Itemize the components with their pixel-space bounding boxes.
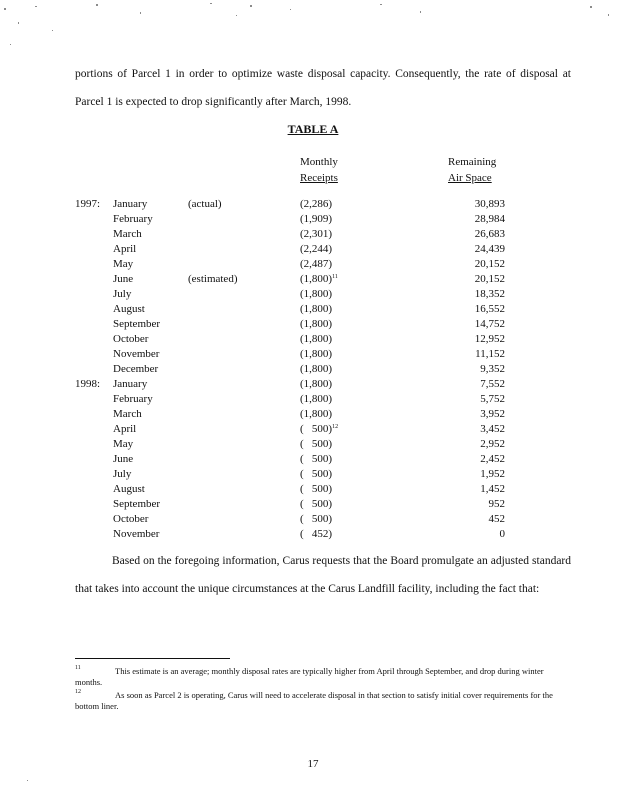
receipts-cell <box>300 377 450 392</box>
note-cell-text: (actual) <box>188 198 222 210</box>
year-cell <box>75 377 113 392</box>
remaining-cell <box>450 257 505 272</box>
month-cell-text: July <box>113 288 132 300</box>
month-cell <box>113 302 188 317</box>
remaining-cell <box>450 377 505 392</box>
year-cell <box>75 527 113 542</box>
table-row <box>75 242 505 257</box>
remaining-cell-text: 3,952 <box>480 408 505 420</box>
remaining-cell <box>450 467 505 482</box>
note-cell <box>188 467 300 482</box>
month-cell <box>113 212 188 227</box>
note-cell <box>188 512 300 527</box>
remaining-cell-text: 7,552 <box>480 378 505 390</box>
note-cell <box>188 317 300 332</box>
month-cell <box>113 377 188 392</box>
year-cell <box>75 452 113 467</box>
note-cell <box>188 437 300 452</box>
remaining-cell <box>450 422 505 437</box>
receipts-cell <box>300 317 450 332</box>
body-paragraph-top: portions of Parcel 1 in order to optimize waste disposal capacity. Consequently, the rate of disposal at Parcel 1 is expected to drop significantly after March, 1998. <box>75 68 571 108</box>
month-cell <box>113 392 188 407</box>
footnote-divider <box>75 658 230 659</box>
table-row <box>75 362 505 377</box>
month-cell-text: December <box>113 363 159 375</box>
remaining-cell-text: 2,452 <box>480 453 505 465</box>
footnote-text: This estimate is an average; monthly disposal rates are typically higher from April through September, and drop during winter months. <box>75 666 544 687</box>
remaining-cell <box>450 227 505 242</box>
year-cell <box>75 317 113 332</box>
month-cell-text: November <box>113 348 160 360</box>
receipts-cell-text: (2,301) <box>300 228 333 240</box>
remaining-cell-text: 3,452 <box>480 423 505 435</box>
remaining-cell-text: 5,752 <box>480 393 505 405</box>
year-cell <box>75 392 113 407</box>
remaining-cell-text: 952 <box>488 498 505 510</box>
year-cell <box>75 257 113 272</box>
remaining-cell-text: 12,952 <box>474 333 505 345</box>
receipts-cell-text: (1,800) <box>300 318 333 330</box>
year-cell <box>75 332 113 347</box>
table-row <box>75 317 505 332</box>
year-cell <box>75 287 113 302</box>
month-cell-text: May <box>113 438 134 450</box>
remaining-cell <box>450 197 505 212</box>
remaining-cell-text: 1,952 <box>480 468 505 480</box>
receipts-cell <box>300 227 450 242</box>
remaining-cell <box>450 407 505 422</box>
remaining-cell-text: 9,352 <box>480 363 505 375</box>
remaining-cell <box>450 527 505 542</box>
footnote-marker: 12 <box>332 424 339 430</box>
month-cell <box>113 362 188 377</box>
month-cell-text: August <box>113 483 145 495</box>
receipts-cell <box>300 407 450 422</box>
table-row <box>75 407 505 422</box>
note-cell <box>188 302 300 317</box>
remaining-cell <box>450 392 505 407</box>
receipts-cell-text: (1,800) <box>300 393 333 405</box>
year-cell-text: 1998: <box>75 378 101 390</box>
table-row <box>75 272 505 287</box>
receipts-cell <box>300 467 450 482</box>
month-cell-text: November <box>113 528 160 540</box>
month-cell-text: September <box>113 498 161 510</box>
month-cell <box>113 422 188 437</box>
receipts-cell-text: ( 452) <box>300 528 333 540</box>
note-cell <box>188 242 300 257</box>
year-cell <box>75 422 113 437</box>
month-cell-text: February <box>113 393 153 405</box>
table-row <box>75 437 505 452</box>
receipts-cell-text: (1,800) <box>300 273 333 285</box>
month-cell <box>113 467 188 482</box>
month-cell-text: April <box>113 243 137 255</box>
year-cell <box>75 347 113 362</box>
month-cell <box>113 347 188 362</box>
year-cell-text: 1997: <box>75 198 101 210</box>
table-row <box>75 422 505 437</box>
remaining-cell <box>450 482 505 497</box>
remaining-cell <box>450 242 505 257</box>
receipts-cell-text: ( 500) <box>300 453 333 465</box>
col-header-remaining-air-space <box>448 154 496 186</box>
body-paragraph-bottom: Based on the foregoing information, Carus requests that the Board promulgate an adjusted standard that takes into account the unique circumstances at the Carus Landfill facility, including the fact that: <box>75 555 571 595</box>
table-row <box>75 287 505 302</box>
col-header-remaining-line1: Remaining <box>448 156 497 168</box>
receipts-cell-text: ( 500) <box>300 468 333 480</box>
year-cell <box>75 362 113 377</box>
receipts-cell <box>300 512 450 527</box>
receipts-cell <box>300 287 450 302</box>
note-cell <box>188 527 300 542</box>
remaining-cell-text: 452 <box>488 513 505 525</box>
remaining-cell-text: 26,683 <box>474 228 505 240</box>
receipts-cell <box>300 497 450 512</box>
note-cell <box>188 272 300 287</box>
note-cell <box>188 212 300 227</box>
receipts-cell <box>300 392 450 407</box>
table-row <box>75 452 505 467</box>
receipts-cell-text: (1,800) <box>300 363 333 375</box>
table-row <box>75 467 505 482</box>
receipts-cell <box>300 257 450 272</box>
month-cell <box>113 227 188 242</box>
table-row <box>75 257 505 272</box>
note-cell <box>188 287 300 302</box>
month-cell <box>113 332 188 347</box>
col-header-monthly-receipts <box>300 154 338 186</box>
year-cell <box>75 407 113 422</box>
month-cell <box>113 317 188 332</box>
month-cell-text: January <box>113 198 148 210</box>
remaining-cell-text: 1,452 <box>480 483 505 495</box>
month-cell-text: March <box>113 408 142 420</box>
year-cell <box>75 272 113 287</box>
receipts-cell-text: (1,909) <box>300 213 333 225</box>
month-cell <box>113 437 188 452</box>
year-cell <box>75 482 113 497</box>
page-number: 17 <box>307 758 319 770</box>
table-row <box>75 512 505 527</box>
receipts-cell-text: ( 500) <box>300 483 333 495</box>
month-cell <box>113 407 188 422</box>
receipts-cell <box>300 422 450 437</box>
receipts-cell-text: (1,800) <box>300 408 333 420</box>
receipts-cell-text: ( 500) <box>300 513 333 525</box>
remaining-cell <box>450 437 505 452</box>
remaining-cell <box>450 362 505 377</box>
remaining-cell <box>450 272 505 287</box>
remaining-cell <box>450 452 505 467</box>
receipts-cell <box>300 347 450 362</box>
note-cell <box>188 407 300 422</box>
table-row <box>75 527 505 542</box>
month-cell-text: May <box>113 258 134 270</box>
receipts-cell <box>300 452 450 467</box>
receipts-cell <box>300 332 450 347</box>
remaining-cell <box>450 332 505 347</box>
remaining-cell-text: 18,352 <box>474 288 505 300</box>
note-cell <box>188 422 300 437</box>
disposal-table <box>75 197 505 542</box>
remaining-cell-text: 11,152 <box>475 348 505 360</box>
year-cell <box>75 437 113 452</box>
note-cell-text: (estimated) <box>188 273 238 285</box>
note-cell <box>188 257 300 272</box>
month-cell-text: January <box>113 378 148 390</box>
remaining-cell <box>450 347 505 362</box>
footnote-12 <box>75 690 565 712</box>
table-row <box>75 347 505 362</box>
month-cell-text: April <box>113 423 137 435</box>
table-title: TABLE A <box>287 122 339 136</box>
table-row <box>75 332 505 347</box>
receipts-cell-text: ( 500) <box>300 438 333 450</box>
month-cell <box>113 527 188 542</box>
month-cell-text: June <box>113 273 134 285</box>
remaining-cell-text: 2,952 <box>480 438 505 450</box>
note-cell <box>188 362 300 377</box>
month-cell <box>113 512 188 527</box>
note-cell <box>188 452 300 467</box>
receipts-cell <box>300 272 450 287</box>
remaining-cell <box>450 317 505 332</box>
note-cell <box>188 227 300 242</box>
remaining-cell-text: 14,752 <box>474 318 505 330</box>
table-row <box>75 497 505 512</box>
year-cell <box>75 197 113 212</box>
footnote-text: As soon as Parcel 2 is operating, Carus will need to accelerate disposal in that section to satisfy initial cover requirements for the bottom liner. <box>75 690 553 711</box>
note-cell <box>188 347 300 362</box>
month-cell-text: March <box>113 228 142 240</box>
note-cell <box>188 482 300 497</box>
footnote-11 <box>75 666 565 688</box>
note-cell <box>188 377 300 392</box>
receipts-cell <box>300 482 450 497</box>
receipts-cell-text: ( 500) <box>300 498 333 510</box>
receipts-cell <box>300 362 450 377</box>
note-cell <box>188 497 300 512</box>
receipts-cell <box>300 212 450 227</box>
table-row <box>75 377 505 392</box>
remaining-cell-text: 0 <box>499 528 505 540</box>
remaining-cell <box>450 302 505 317</box>
receipts-cell-text: (1,800) <box>300 378 333 390</box>
remaining-cell-text: 16,552 <box>474 303 505 315</box>
remaining-cell-text: 24,439 <box>474 243 505 255</box>
receipts-cell <box>300 527 450 542</box>
receipts-cell-text: ( 500) <box>300 423 333 435</box>
receipts-cell-text: (2,487) <box>300 258 333 270</box>
remaining-cell <box>450 497 505 512</box>
receipts-cell-text: (1,800) <box>300 303 333 315</box>
year-cell <box>75 467 113 482</box>
year-cell <box>75 242 113 257</box>
year-cell <box>75 227 113 242</box>
col-header-receipts-line2: Receipts <box>300 172 338 184</box>
month-cell-text: October <box>113 333 149 345</box>
table-row <box>75 392 505 407</box>
month-cell <box>113 482 188 497</box>
col-header-receipts-line1: Monthly <box>300 156 338 168</box>
remaining-cell-text: 20,152 <box>474 273 505 285</box>
receipts-cell <box>300 437 450 452</box>
receipts-cell-text: (1,800) <box>300 348 333 360</box>
year-cell <box>75 302 113 317</box>
note-cell <box>188 197 300 212</box>
col-header-remaining-line2: Air Space <box>448 172 492 184</box>
remaining-cell-text: 30,893 <box>474 198 505 210</box>
month-cell <box>113 497 188 512</box>
month-cell-text: October <box>113 513 149 525</box>
month-cell <box>113 197 188 212</box>
receipts-cell <box>300 242 450 257</box>
month-cell <box>113 272 188 287</box>
receipts-cell-text: (2,244) <box>300 243 333 255</box>
remaining-cell <box>450 512 505 527</box>
receipts-cell-text: (1,800) <box>300 288 333 300</box>
table-row <box>75 227 505 242</box>
remaining-cell <box>450 212 505 227</box>
table-row <box>75 482 505 497</box>
receipts-cell <box>300 197 450 212</box>
month-cell-text: February <box>113 213 153 225</box>
month-cell <box>113 242 188 257</box>
receipts-cell-text: (1,800) <box>300 333 333 345</box>
remaining-cell <box>450 287 505 302</box>
month-cell <box>113 257 188 272</box>
month-cell <box>113 452 188 467</box>
footnote-marker: 11 <box>332 274 338 280</box>
remaining-cell-text: 20,152 <box>474 258 505 270</box>
year-cell <box>75 512 113 527</box>
table-row <box>75 212 505 227</box>
table-row <box>75 302 505 317</box>
note-cell <box>188 392 300 407</box>
footnote-number: 11 <box>75 665 81 671</box>
month-cell-text: July <box>113 468 132 480</box>
note-cell <box>188 332 300 347</box>
table-row <box>75 197 505 212</box>
month-cell <box>113 287 188 302</box>
month-cell-text: June <box>113 453 134 465</box>
receipts-cell <box>300 302 450 317</box>
month-cell-text: August <box>113 303 145 315</box>
receipts-cell-text: (2,286) <box>300 198 333 210</box>
remaining-cell-text: 28,984 <box>474 213 505 225</box>
year-cell <box>75 497 113 512</box>
footnote-number: 12 <box>75 689 81 695</box>
year-cell <box>75 212 113 227</box>
month-cell-text: September <box>113 318 161 330</box>
